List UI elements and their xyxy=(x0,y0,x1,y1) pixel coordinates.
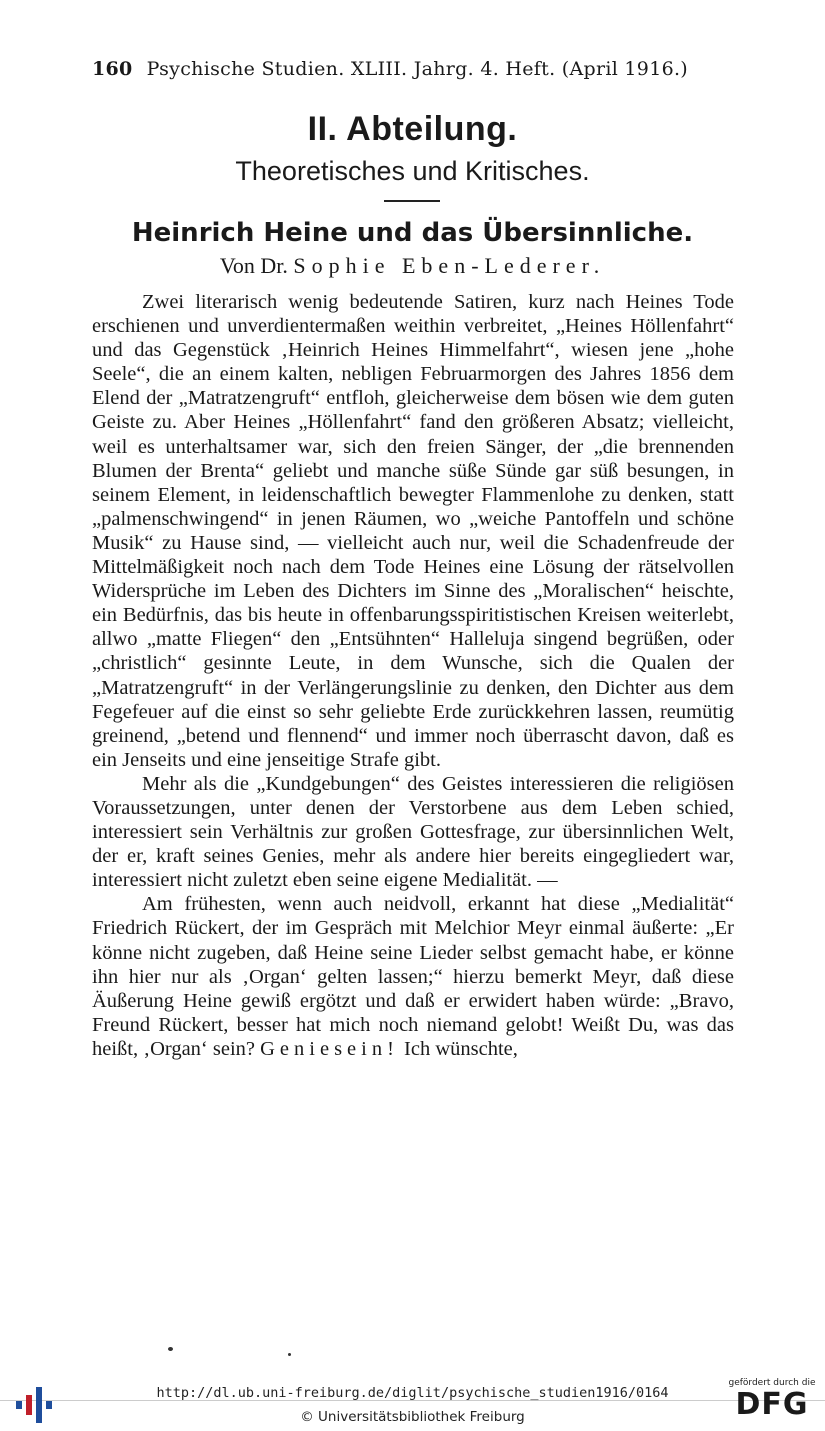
paragraph-3-end: Ich wünschte, xyxy=(404,1037,518,1060)
dfg-wordmark: DFG xyxy=(735,1387,809,1422)
university-library-logo-icon[interactable] xyxy=(12,1383,56,1423)
paragraph-3 xyxy=(92,892,734,1061)
article-title: Heinrich Heine und das Übersinnliche. xyxy=(131,218,694,248)
dfg-funding-label: gefördert durch die xyxy=(728,1378,816,1388)
title-divider xyxy=(384,200,440,202)
byline xyxy=(0,251,825,281)
article-body xyxy=(92,290,734,1061)
author-name: Sophie Eben-Lederer. xyxy=(293,253,606,278)
dfg-logo[interactable] xyxy=(726,1378,818,1424)
byline-prefix: Von Dr. xyxy=(219,253,288,278)
paragraph-1: Zwei literarisch wenig bedeutende Satiren, kurz nach Heines Tode erschienen und unverdientermaßen weithin verbreitet, „Heines Höllenfahrt“ und das Gegenstück ‚Heinrich Heines Himmelfahrt“, wiesen jene „hohe Seele“, die an einem kalten, nebligen Februarmorgen des Jahres 1856 dem Elend der „Matratzengruft“ entfloh, gleicherweise dem bösen wie dem guten Geiste zu. Aber Heines „Höllenfahrt“ fand den größeren Absatz; vielleicht, weil es unterhaltsamer war, sich den freien Sänger, der „die brennenden Blumen der Brenta“ geliebt und manche süße Sünde gar süß besungen, in seinem Element, in leidenschaftlich bewegter Flammenlohe zu denken, statt „palmenschwingend“ in jenen Räumen, wo „weiche Pantoffeln und schöne Musik“ zu Hause sind, — vielleicht auch nur, weil die Schadenfreude der Mittelmäßigkeit noch nach dem Tode Heines eine Lösung der rätselvollen Widersprüche im Leben des Dichters im Sinne des „Moralischen“ heischte, ein Bedürfnis, das bis heute in offenbarungsspiritistischen Kreisen weiterlebt, allwo „matte Fliegen“ den „Entsühnten“ Halleluja singend begrüßen, oder „christlich“ gesinnte Leute, in dem Wunsche, sich die Qualen der „Matratzengruft“ in der Verlängerungslinie zu denken, den Dichter aus dem Fegefeuer auf die einst so sehr geliebte Erde zurückkehren lassen, reumütig greinend, „betend und flennend“ und immer noch überrascht davon, daß es ein Jenseits und eine jenseitige Strafe gibt. xyxy=(92,291,734,771)
section-subtitle: Theoretisches und Kritisches. xyxy=(235,156,590,186)
paragraph-2: Mehr als die „Kundgebungen“ des Geistes interessieren die religiösen Voraussetzungen, unter denen der Verstorbene aus dem Leben schied, interessiert sein Verhältnis zur großen Gottesfrage, zur übersinnlichen Welt, der er, kraft seines Genies, mehr als andere hier bereits eingegliedert war, interessiert nicht zuletzt eben seine eigene Medialität. — xyxy=(92,772,734,892)
page-number: 160 xyxy=(92,58,133,80)
source-url-link[interactable]: http://dl.ub.uni-freiburg.de/diglit/psychische_studien1916/0164 xyxy=(156,1385,669,1401)
paragraph-3-text: Am frühesten, wenn auch neidvoll, erkannt hat diese „Medialität“ Friedrich Rückert, der im Gespräch mit Melchior Meyr einmal äußerte: „Er könne nicht zugeben, daß Heine seine Lieder selbst gemacht habe, er könne ihn hier nur als ‚Organ‘ gelten lassen;“ hierzu bemerkt Meyr, daß diese Äußerung Heine gewiß ergötzt und daß er erwidert haben würde: „Bravo, Freund Rückert, besser hat mich noch niemand gelobt! Weißt Du, was das heißt, ‚Organ‘ sein? xyxy=(92,893,734,1060)
running-title: Psychische Studien. XLIII. Jahrg. 4. Heft. (April 1916.) xyxy=(146,58,689,80)
scan-speck xyxy=(288,1353,291,1356)
running-header xyxy=(92,52,704,86)
copyright-notice: © Universitätsbibliothek Freiburg xyxy=(300,1409,525,1425)
section-title: II. Abteilung. xyxy=(307,110,518,148)
scan-speck xyxy=(168,1347,173,1351)
emphasized-word: Geniesein! xyxy=(260,1037,399,1060)
